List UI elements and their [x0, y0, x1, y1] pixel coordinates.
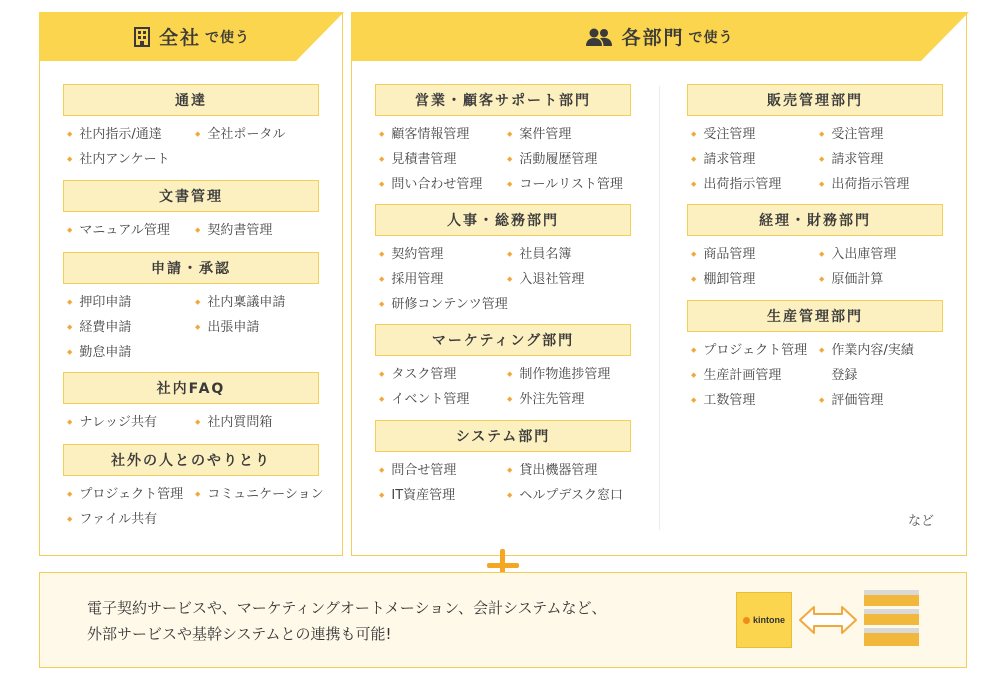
list-item: ◆ プロジェクト管理 [691, 338, 819, 363]
list-item: ◆ 外注先管理 [507, 387, 635, 412]
list-item: ◆ プロジェクト管理 [67, 482, 195, 507]
list-item: ◆ 社員名簿 [507, 242, 635, 267]
list-item: ◆ 契約管理 [379, 242, 507, 267]
category-title: 経理・財務部門 [687, 204, 943, 236]
company-panel [39, 12, 343, 556]
people-icon [585, 27, 613, 47]
list-item: ◆ 出張申請 [195, 315, 323, 340]
list-item: ◆ 貸出機器管理 [507, 458, 635, 483]
list-item: ◆ マニュアル管理 [67, 218, 195, 243]
departments-panel-header [351, 12, 921, 61]
building-icon [133, 27, 151, 47]
list-item: ◆ 押印申請 [67, 290, 195, 315]
list-item: ◆ 請求管理 [819, 147, 947, 172]
list-item: ◆ 制作物進捗管理 [507, 362, 635, 387]
list-item: ◆ 勤怠申請 [67, 340, 195, 365]
list-item: ◆ IT資産管理 [379, 483, 507, 508]
category-title: マーケティング部門 [375, 324, 631, 356]
departments-panel-title-suffix: で使う [688, 29, 734, 46]
departments-panel-title: 各部門 [621, 27, 685, 49]
list-item: ◆ 作業内容/実績 [819, 338, 947, 363]
category-sales-management [687, 84, 943, 197]
category-title: 文書管理 [63, 180, 319, 212]
category-hr-admin [375, 204, 631, 317]
list-item: ◆ 出荷指示管理 [691, 172, 819, 197]
company-panel-title: 全社 [158, 27, 201, 49]
category-accounting [687, 204, 943, 292]
list-item: ◆ ヘルプデスク窓口 [507, 483, 635, 508]
list-item: ◆ 見積書管理 [379, 147, 507, 172]
category-title: 営業・顧客サポート部門 [375, 84, 631, 116]
list-item: ◆ 商品管理 [691, 242, 819, 267]
list-item: ◆ 社内指示/通達 [67, 122, 195, 147]
kintone-logo [736, 592, 792, 648]
category-external [63, 444, 324, 532]
kintone-label: kintone [752, 615, 785, 625]
list-item: ◆ 受注管理 [691, 122, 819, 147]
category-approval [63, 252, 319, 365]
list-item: ◆ イベント管理 [379, 387, 507, 412]
category-sales-support [375, 84, 631, 197]
company-panel-header [39, 12, 296, 61]
list-item: ◆ 案件管理 [507, 122, 635, 147]
list-item: ◆ 研修コンテンツ管理 [379, 292, 507, 317]
category-title: システム部門 [375, 420, 631, 452]
list-item: ◆ 工数管理 [691, 388, 819, 413]
list-item: ◆ 生産計画管理 [691, 363, 819, 388]
list-item: ◆ 社内稟議申請 [195, 290, 323, 315]
company-panel-title-suffix: で使う [205, 29, 250, 46]
list-item: ◆ 出荷指示管理 [819, 172, 947, 197]
category-title: 生産管理部門 [687, 300, 943, 332]
list-item: ◆ ファイル共有 [67, 507, 195, 532]
list-item: ◆ 問合せ管理 [379, 458, 507, 483]
etc-label: など [908, 514, 935, 529]
category-notice [63, 84, 319, 172]
list-item: ◆ 社内アンケート [67, 147, 195, 172]
list-item: ◆ 受注管理 [819, 122, 947, 147]
category-title: 通達 [63, 84, 319, 116]
category-system [375, 420, 631, 508]
list-item: ◆ コールリスト管理 [507, 172, 635, 197]
list-item: ◆ 評価管理 [819, 388, 947, 413]
category-title: 人事・総務部門 [375, 204, 631, 236]
list-item: ◆ 契約書管理 [195, 218, 323, 243]
integration-text-line1: 電子契約サービスや、マーケティングオートメーション、会計システムなど、 [87, 599, 607, 617]
integration-text-line2: 外部サービスや基幹システムとの連携も可能! [87, 625, 392, 643]
list-item: ◆ 社内質問箱 [195, 410, 323, 435]
category-documents [63, 180, 319, 243]
list-item: ◆ 問い合わせ管理 [379, 172, 507, 197]
list-item: ◆ 顧客情報管理 [379, 122, 507, 147]
category-faq [63, 372, 319, 435]
integration-text [87, 595, 606, 647]
double-arrow-icon [798, 603, 858, 637]
category-title: 販売管理部門 [687, 84, 943, 116]
list-item: ◆ 活動履歴管理 [507, 147, 635, 172]
category-title: 社内FAQ [63, 372, 319, 404]
list-item: ◆ 棚卸管理 [691, 267, 819, 292]
list-item: ◆ 経費申請 [67, 315, 195, 340]
list-item: ◆ 採用管理 [379, 267, 507, 292]
database-server-icon [863, 589, 920, 647]
category-title: 社外の人とのやりとり [63, 444, 319, 476]
list-item: ◆ 全社ポータル [195, 122, 323, 147]
list-item: ◆ 原価計算 [819, 267, 947, 292]
list-item: ◆ コミュニケーション [195, 482, 323, 507]
list-item: ◆ タスク管理 [379, 362, 507, 387]
list-item: ◆ 登録 [819, 363, 947, 388]
list-item: ◆ ナレッジ共有 [67, 410, 195, 435]
category-title: 申請・承認 [63, 252, 319, 284]
list-item: ◆ 入出庫管理 [819, 242, 947, 267]
list-item: ◆ 請求管理 [691, 147, 819, 172]
category-marketing [375, 324, 631, 412]
column-divider [659, 86, 660, 530]
integration-box [39, 572, 967, 668]
list-item: ◆ 入退社管理 [507, 267, 635, 292]
category-production [687, 300, 943, 413]
